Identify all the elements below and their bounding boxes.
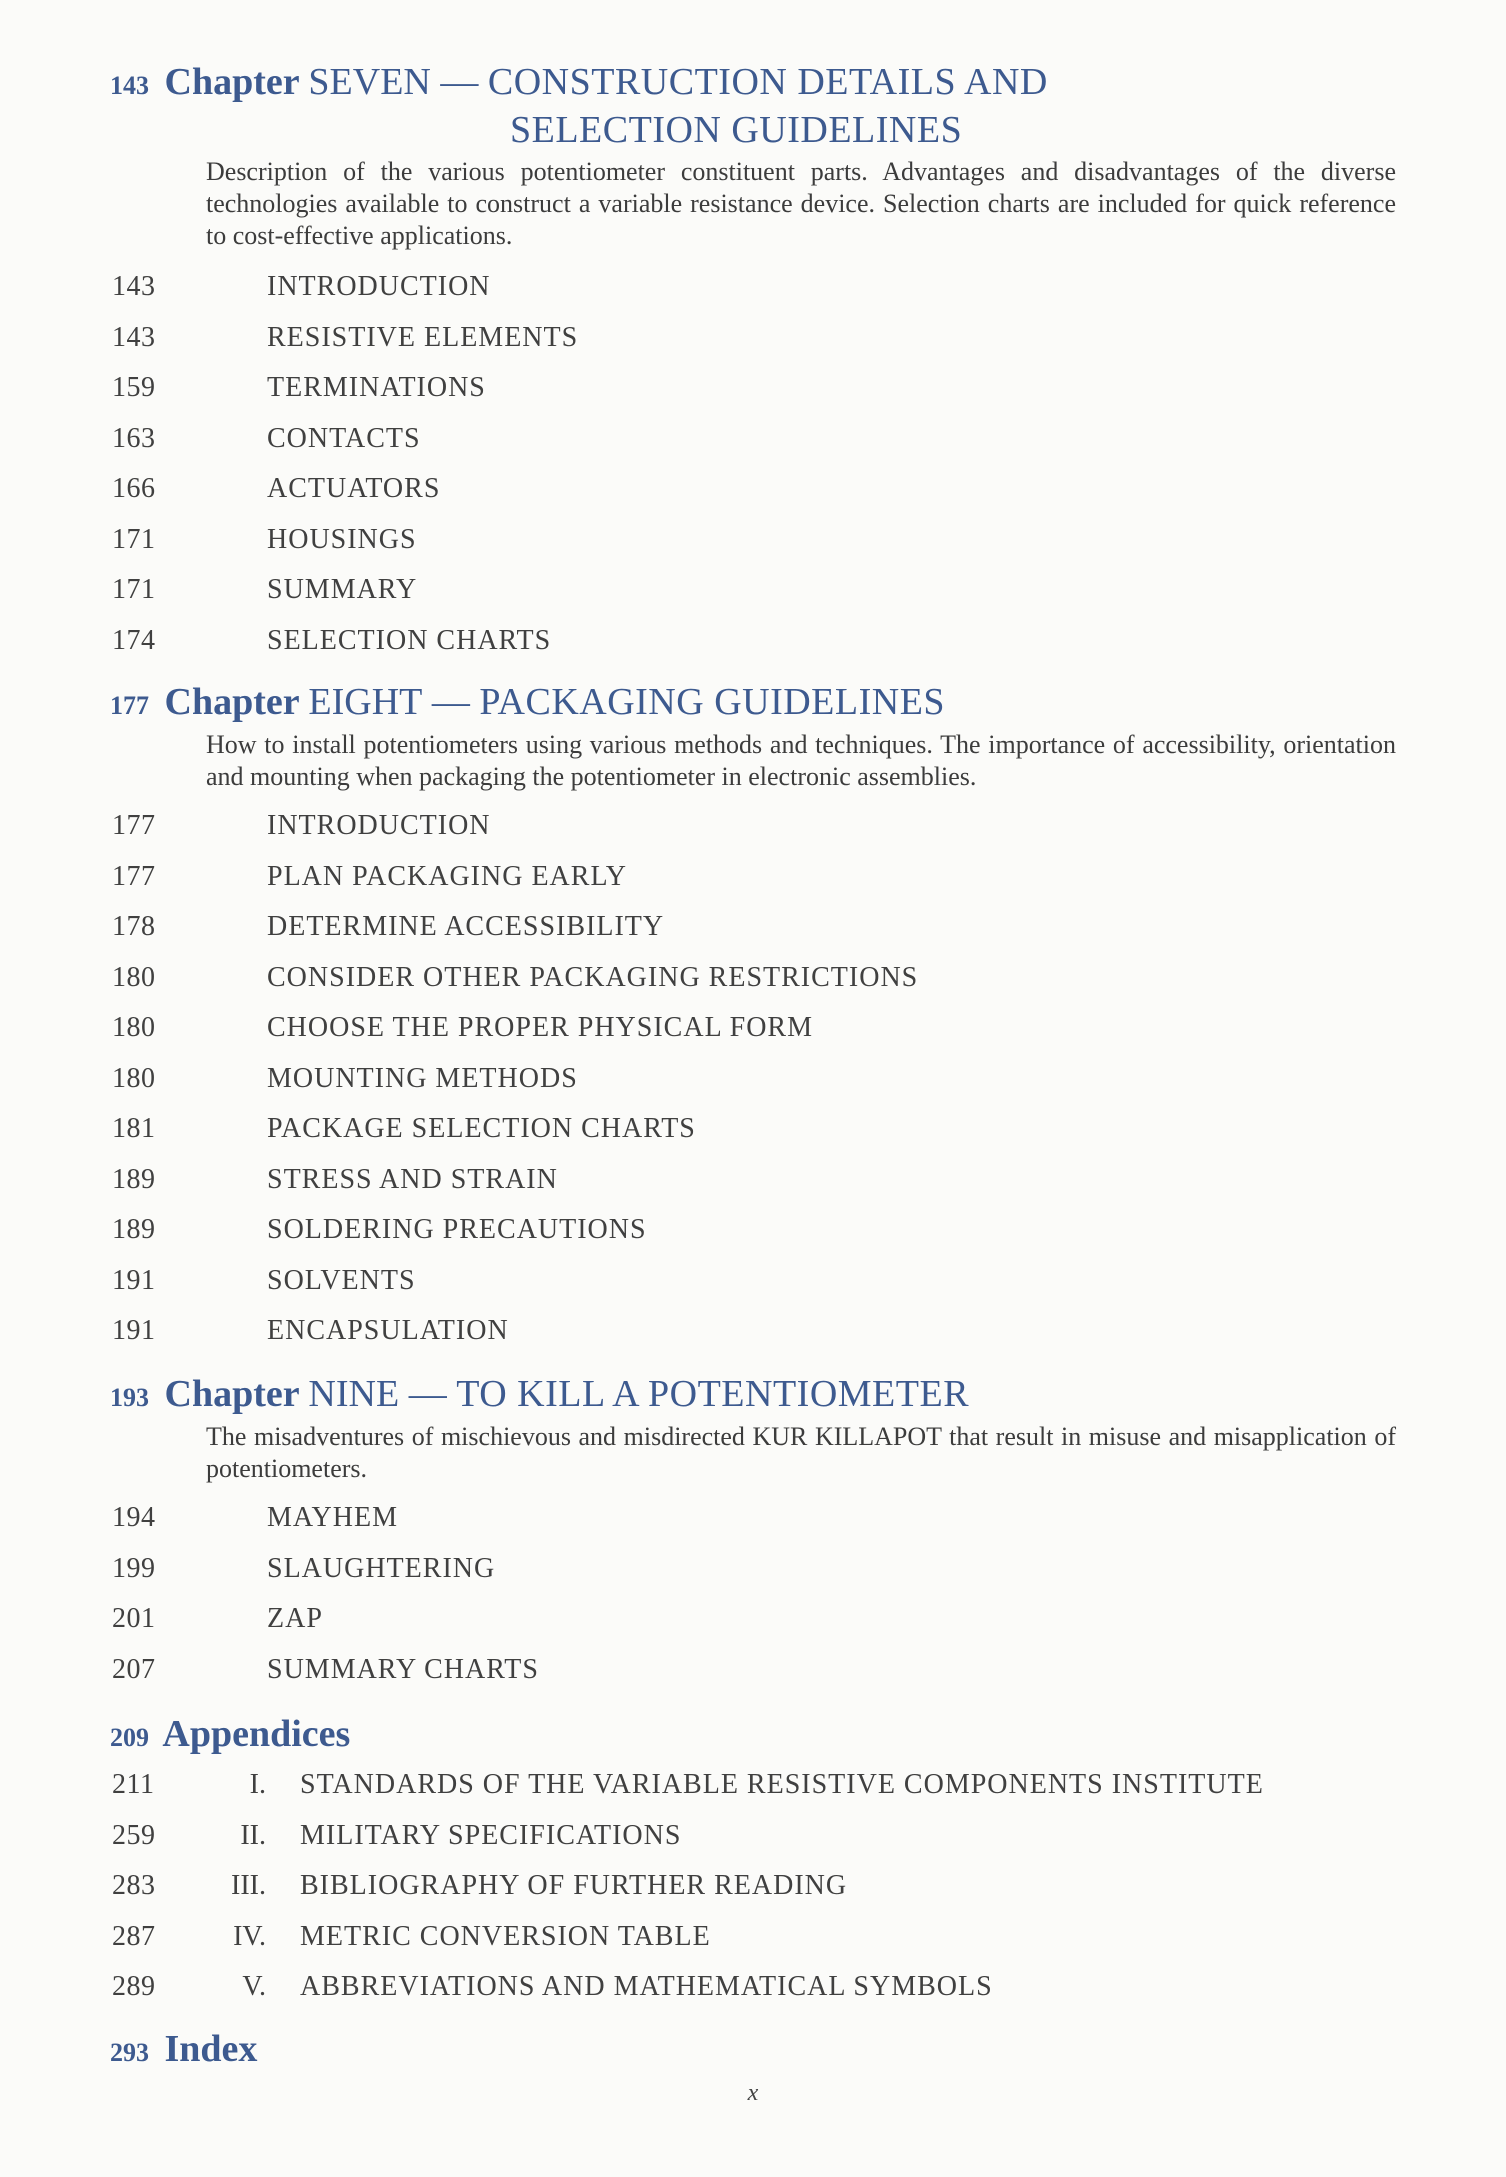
chapter-word: NINE — [308, 1373, 400, 1415]
entry-page: 180 — [112, 1062, 156, 1094]
toc-entry[interactable] — [112, 1645, 1412, 1696]
entry-page: 171 — [112, 574, 156, 606]
toc-entry[interactable] — [112, 902, 1412, 953]
appendix-entry[interactable] — [112, 1811, 1412, 1862]
entry-roman: I. — [249, 1769, 266, 1801]
entry-roman: II. — [240, 1819, 266, 1851]
entry-title: SLAUGHTERING — [267, 1552, 496, 1584]
entry-title: PACKAGE SELECTION CHARTS — [267, 1113, 696, 1145]
entry-title: MILITARY SPECIFICATIONS — [300, 1819, 682, 1851]
entry-page: 189 — [112, 1214, 156, 1246]
toc-entry[interactable] — [112, 262, 1412, 313]
chapter-label: Chapter — [164, 61, 299, 103]
toc-entry[interactable] — [112, 414, 1412, 465]
entry-page: 189 — [112, 1163, 156, 1195]
entry-page: 174 — [112, 624, 156, 656]
chapter-description: The misadventures of mischievous and misdirected KUR KILLAPOT that result in misuse and misapplication of potentiometers. — [206, 1422, 1396, 1483]
entry-title: SELECTION CHARTS — [267, 624, 552, 656]
entry-page: 191 — [112, 1264, 156, 1296]
chapter-word: EIGHT — [308, 681, 423, 723]
chapter-title: CONSTRUCTION DETAILS AND — [487, 61, 1048, 103]
toc-entry[interactable] — [112, 565, 1412, 616]
entry-page: 181 — [112, 1113, 156, 1145]
entry-page: 163 — [112, 422, 156, 454]
toc-entry[interactable] — [112, 1256, 1412, 1307]
chapter-entries — [112, 262, 1412, 666]
entry-title: ACTUATORS — [267, 473, 441, 505]
appendices-heading — [110, 1712, 1410, 1760]
entry-title: SUMMARY — [267, 574, 418, 606]
chapter-description: Description of the various potentiometer constituent parts. Advantages and disadvantages of the diverse technologies available to construct a variable resistance device. Selection charts are included for quick reference to cost-effective applications. — [206, 157, 1396, 250]
entry-title: ABBREVIATIONS AND MATHEMATICAL SYMBOLS — [300, 1971, 993, 2003]
chapter-heading-seven — [110, 60, 1410, 152]
entry-title: ENCAPSULATION — [267, 1315, 509, 1347]
entry-page: 178 — [112, 911, 156, 943]
chapter-dash: — — [440, 61, 479, 103]
appendices-label: Appendices — [162, 1713, 351, 1755]
toc-entry[interactable] — [112, 801, 1412, 852]
entry-roman: III. — [231, 1870, 266, 1902]
appendix-entry[interactable] — [112, 1962, 1412, 2013]
entry-page: 180 — [112, 1012, 156, 1044]
entry-page: 143 — [112, 271, 156, 303]
chapter-label: Chapter — [164, 681, 299, 723]
chapter-page-number: 193 — [110, 1383, 149, 1412]
entry-title: CHOOSE THE PROPER PHYSICAL FORM — [267, 1012, 813, 1044]
page-folio: x — [747, 2080, 759, 2106]
toc-entry[interactable] — [112, 953, 1412, 1004]
entry-title: PLAN PACKAGING EARLY — [267, 860, 627, 892]
toc-entry[interactable] — [112, 1104, 1412, 1155]
chapter-dash: — — [408, 1373, 447, 1415]
entry-title: MOUNTING METHODS — [267, 1062, 578, 1094]
toc-entry[interactable] — [112, 852, 1412, 903]
chapter-page-number: 143 — [110, 71, 149, 100]
chapter-word: SEVEN — [308, 61, 431, 103]
entry-roman: V. — [242, 1971, 266, 2003]
chapter-label: Chapter — [164, 1373, 299, 1415]
index-page-number: 293 — [110, 2038, 149, 2067]
entry-page: 283 — [112, 1870, 156, 1902]
chapter-title: PACKAGING GUIDELINES — [479, 681, 946, 723]
entry-title: HOUSINGS — [267, 523, 417, 555]
entry-title: INTRODUCTION — [267, 810, 491, 842]
appendix-entries — [112, 1760, 1412, 2013]
chapter-entries — [112, 1493, 1412, 1695]
entry-page: 177 — [112, 860, 156, 892]
entry-page: 201 — [112, 1603, 156, 1635]
entry-page: 259 — [112, 1819, 156, 1851]
entry-roman: IV. — [233, 1920, 266, 1952]
entry-title: ZAP — [267, 1603, 323, 1635]
entry-title: STRESS AND STRAIN — [267, 1163, 558, 1195]
entry-page: 177 — [112, 810, 156, 842]
entry-title: BIBLIOGRAPHY OF FURTHER READING — [300, 1870, 848, 1902]
toc-entry[interactable] — [112, 464, 1412, 515]
entry-title: TERMINATIONS — [267, 372, 486, 404]
chapter-heading-eight — [110, 680, 1410, 728]
chapter-entries — [112, 801, 1412, 1357]
toc-entry[interactable] — [112, 1493, 1412, 1544]
entry-title: CONSIDER OTHER PACKAGING RESTRICTIONS — [267, 961, 919, 993]
entry-title: METRIC CONVERSION TABLE — [300, 1920, 711, 1952]
toc-entry[interactable] — [112, 515, 1412, 566]
entry-page: 159 — [112, 372, 156, 404]
entry-title: INTRODUCTION — [267, 271, 491, 303]
toc-entry[interactable] — [112, 363, 1412, 414]
toc-entry[interactable] — [112, 1594, 1412, 1645]
toc-entry[interactable] — [112, 1155, 1412, 1206]
index-label: Index — [164, 2028, 258, 2070]
toc-entry[interactable] — [112, 1306, 1412, 1357]
appendix-entry[interactable] — [112, 1912, 1412, 1963]
entry-page: 171 — [112, 523, 156, 555]
entry-page: 199 — [112, 1552, 156, 1584]
appendix-entry[interactable] — [112, 1760, 1412, 1811]
entry-title: CONTACTS — [267, 422, 421, 454]
index-heading[interactable] — [110, 2027, 1410, 2075]
entry-page: 194 — [112, 1502, 156, 1534]
toc-entry[interactable] — [112, 313, 1412, 364]
appendix-entry[interactable] — [112, 1861, 1412, 1912]
toc-entry[interactable] — [112, 1544, 1412, 1595]
chapter-page-number: 177 — [110, 691, 149, 720]
appendices-page-number: 209 — [110, 1723, 149, 1752]
toc-entry[interactable] — [112, 1054, 1412, 1105]
entry-page: 207 — [112, 1653, 156, 1685]
entry-page: 143 — [112, 321, 156, 353]
toc-entry[interactable] — [112, 616, 1412, 667]
chapter-heading-nine — [110, 1372, 1410, 1420]
entry-page: 211 — [112, 1769, 155, 1801]
entry-page: 289 — [112, 1971, 156, 2003]
chapter-dash: — — [431, 681, 470, 723]
entry-page: 191 — [112, 1315, 156, 1347]
chapter-title-line2: SELECTION GUIDELINES — [510, 109, 963, 151]
chapter-description: How to install potentiometers using various methods and techniques. The importance of accessibility, orientation and mounting when packaging the potentiometer in electronic assemblies. — [206, 730, 1396, 791]
entry-title: RESISTIVE ELEMENTS — [267, 321, 579, 353]
entry-title: SOLVENTS — [267, 1264, 416, 1296]
entry-page: 166 — [112, 473, 156, 505]
entry-title: STANDARDS OF THE VARIABLE RESISTIVE COMPONENTS INSTITUTE — [300, 1769, 1264, 1801]
entry-page: 180 — [112, 961, 156, 993]
entry-title: SUMMARY CHARTS — [267, 1653, 539, 1685]
toc-entry[interactable] — [112, 1205, 1412, 1256]
entry-title: MAYHEM — [267, 1502, 398, 1534]
toc-entry[interactable] — [112, 1003, 1412, 1054]
entry-page: 287 — [112, 1920, 156, 1952]
entry-title: SOLDERING PRECAUTIONS — [267, 1214, 647, 1246]
entry-title: DETERMINE ACCESSIBILITY — [267, 911, 665, 943]
chapter-title: TO KILL A POTENTIOMETER — [456, 1373, 970, 1415]
